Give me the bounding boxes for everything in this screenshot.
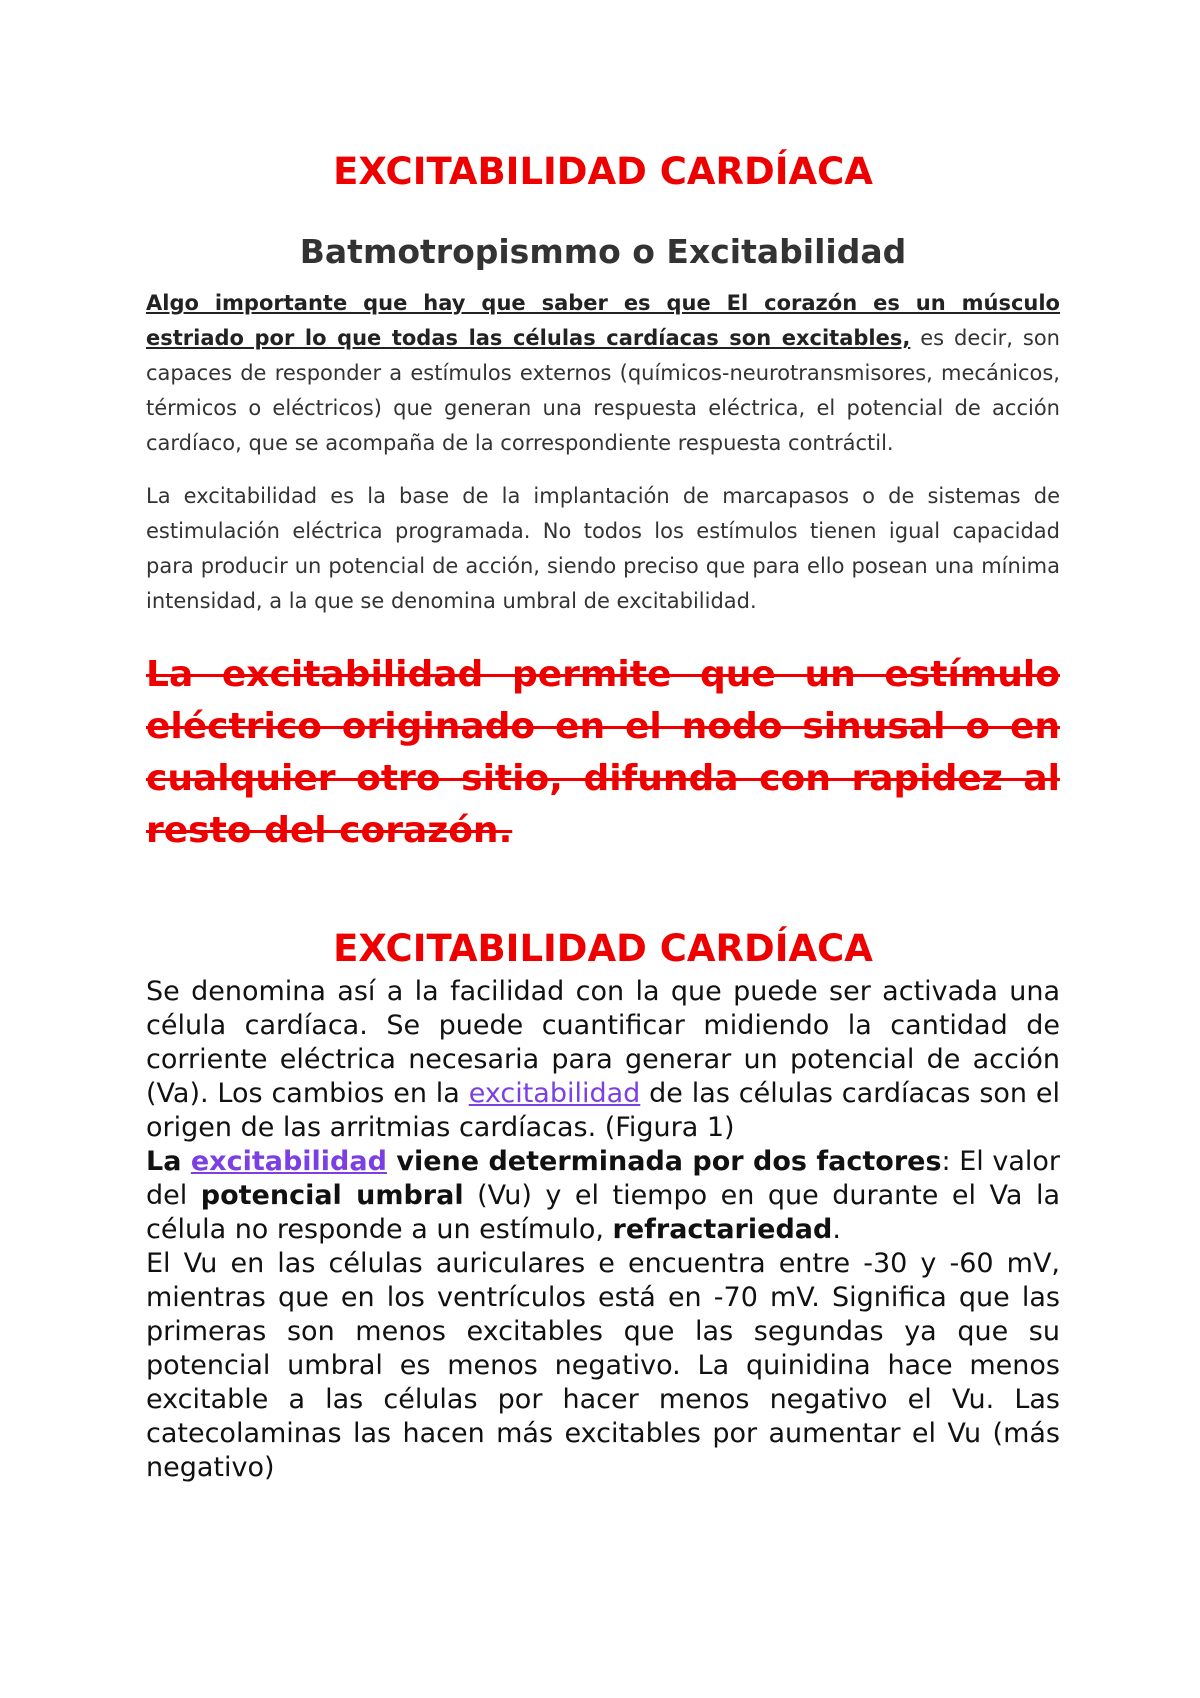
excitability-paragraph: La excitabilidad es la base de la implantación de marcapasos o de sistemas de estimulación eléctrica programada. No todos los estímulos tienen igual capacidad para producir un potencial de acción, siendo preciso que para ello posean una mínima intensidad, a la que se denomina umbral de excitabilidad.	[146, 483, 1060, 613]
document-content	[146, 150, 1060, 1485]
section-title: EXCITABILIDAD CARDÍACA	[333, 926, 873, 970]
strikethrough-highlight: La excitabilidad permite que un estímulo eléctrico originado en el nodo sinusal o en cualquier otro sitio, difunda con rapidez al resto del corazón.	[146, 653, 1060, 851]
definition-paragraph	[146, 975, 1060, 1145]
vu-paragraph: El Vu en las células auriculares e encuentra entre -30 y -60 mV, mientras que en los ventrículos está en -70 mV. Significa que las primeras son menos excitables que las segundas ya que su potencial umbral es menos negativo. La quinidina hace menos excitable a las células por hacer menos negativo el Vu. Las catecolaminas las hacen más excitables por aumentar el Vu (más negativo)	[146, 1248, 1060, 1484]
refractariedad-bold: refractariedad	[612, 1214, 833, 1246]
intro-paragraph	[146, 286, 1060, 461]
factors-bold-heading: viene determinada por dos factores	[386, 1146, 942, 1178]
factors-la: La	[146, 1146, 191, 1178]
definition-text-a: Se denomina así a la facilidad con la que puede ser activada una célula cardíaca. Se puede cuantificar midiendo la cantidad de corriente eléctrica necesaria para generar un potencial de acción (Va). Los cambios en la	[146, 976, 1060, 1110]
definition-text-b: de las células cardíacas son el origen de las arritmias cardíacas. (Figura 1)	[146, 1078, 1060, 1144]
section-body	[146, 975, 1060, 1485]
intro-lead-underlined: Algo importante que hay que saber es que El corazón es un músculo estriado por lo que todas las células cardíacas son excitables,	[146, 290, 1060, 350]
excitabilidad-link-2[interactable]: excitabilidad	[190, 1146, 387, 1178]
excitabilidad-link-1[interactable]: excitabilidad	[468, 1078, 641, 1110]
document-subtitle: Batmotropismmo o Excitabilidad	[299, 232, 907, 272]
factors-paragraph	[146, 1145, 1060, 1247]
intro-rest: es decir, son capaces de responder a estímulos externos (químicos-neurotransmisores, mecánicos, térmicos o eléctricos) que generan una respuesta eléctrica, el potencial de acción cardíaco, que se acompaña de la correspondiente respuesta contráctil.	[146, 325, 1060, 455]
factors-text-a: : El valor del	[146, 1146, 1061, 1212]
factors-text-c: .	[832, 1214, 841, 1246]
factors-text-b: (Vu) y el tiempo en que durante el Va la célula no responde a un estímulo,	[146, 1180, 1060, 1246]
document-title: EXCITABILIDAD CARDÍACA	[333, 150, 873, 193]
potencial-umbral-bold: potencial umbral	[200, 1180, 464, 1212]
